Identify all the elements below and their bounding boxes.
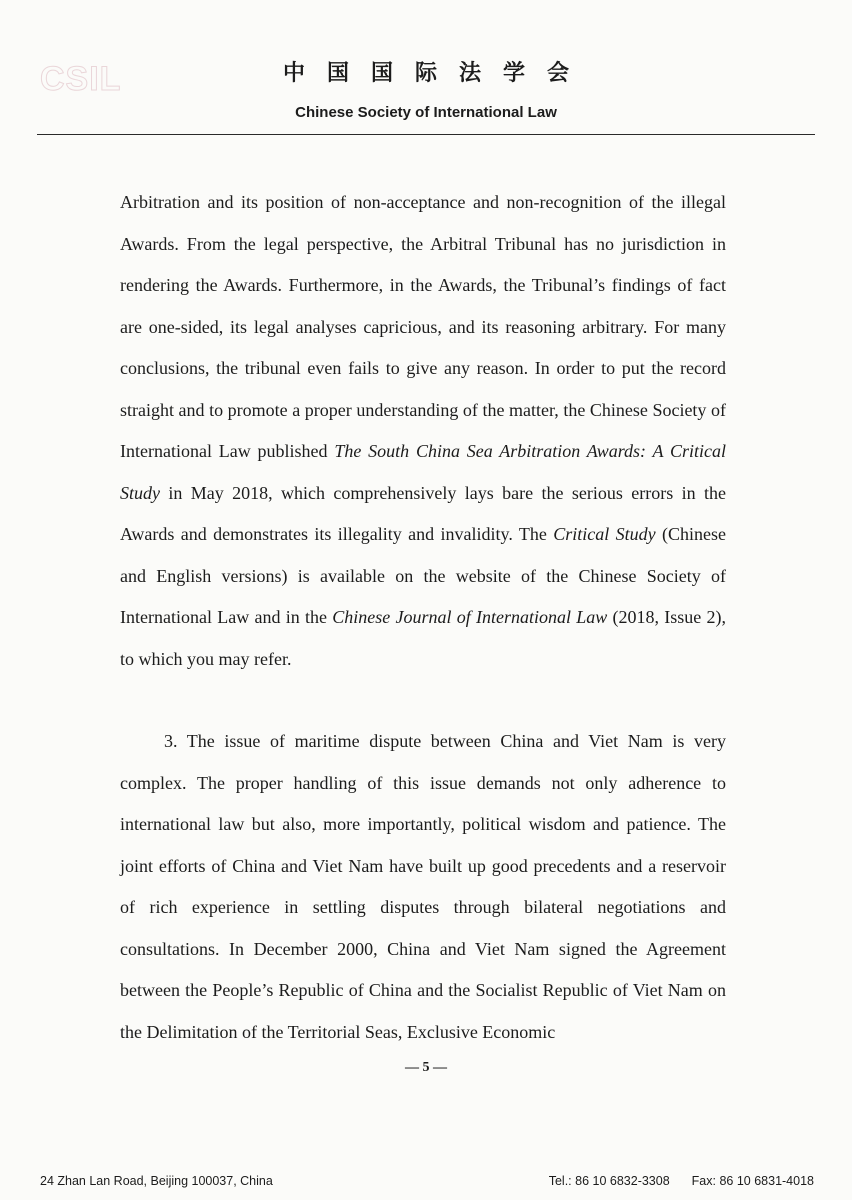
document-body — [120, 182, 726, 1053]
text-run: (Chinese and English versions) is available on the website of the Chinese Society of International Law and in the — [120, 524, 726, 627]
italic-title-run: The South China Sea Arbitration Awards: A Critical Study — [120, 441, 726, 503]
footer-contact — [549, 1174, 814, 1188]
csil-logo-watermark: CSIL — [40, 60, 122, 98]
header-divider — [37, 134, 815, 135]
letterhead-title-english: Chinese Society of International Law — [295, 104, 557, 121]
text-run: in May 2018, which comprehensively lays bare the serious errors in the Awards and demonstrates its illegality and invalidity. The — [120, 482, 726, 544]
text-run: Arbitration and its position of non-acceptance and non-recognition of the illegal Awards. From the legal perspective, the Arbitral Tribunal has no jurisdiction in rendering the Awards. Furthermore, in the Awards, the Tribunal’s findings of fact are one-sided, its legal analyses capricious, and its reasoning arbitrary. For many conclusions, the tribunal even fails to give any reason. In order to put the record straight and to promote a proper understanding of the matter, the Chinese Society of International Law published — [120, 192, 726, 461]
paragraph-arbitration-critical-study — [120, 182, 726, 680]
italic-title-run: Critical Study — [553, 524, 656, 544]
text-run: (2018, Issue 2), to which you may refer. — [120, 607, 727, 669]
paragraph-spacer — [120, 680, 726, 721]
italic-title-run: Chinese Journal of International Law — [332, 607, 608, 627]
page-number: — 5 — — [405, 1060, 447, 1075]
letterhead-title-chinese: 中国国际法学会 — [282, 60, 591, 86]
footer-tel: Tel.: 86 10 6832-3308 — [548, 1174, 670, 1188]
footer-address: 24 Zhan Lan Road, Beijing 100037, China — [40, 1174, 273, 1188]
footer-fax: Fax: 86 10 6831-4018 — [691, 1174, 814, 1188]
paragraph-3-maritime-dispute: 3. The issue of maritime dispute between China and Viet Nam is very complex. The proper handling of this issue demands not only adherence to international law but also, more importantly, political wisdom and patience. The joint efforts of China and Viet Nam have built up good precedents and a reservoir of rich experience in settling disputes through bilateral negotiations and consultations. In December 2000, China and Viet Nam signed the Agreement between the People’s Republic of China and the Socialist Republic of Viet Nam on the Delimitation of the Territorial Seas, Exclusive Economic — [120, 731, 726, 1042]
